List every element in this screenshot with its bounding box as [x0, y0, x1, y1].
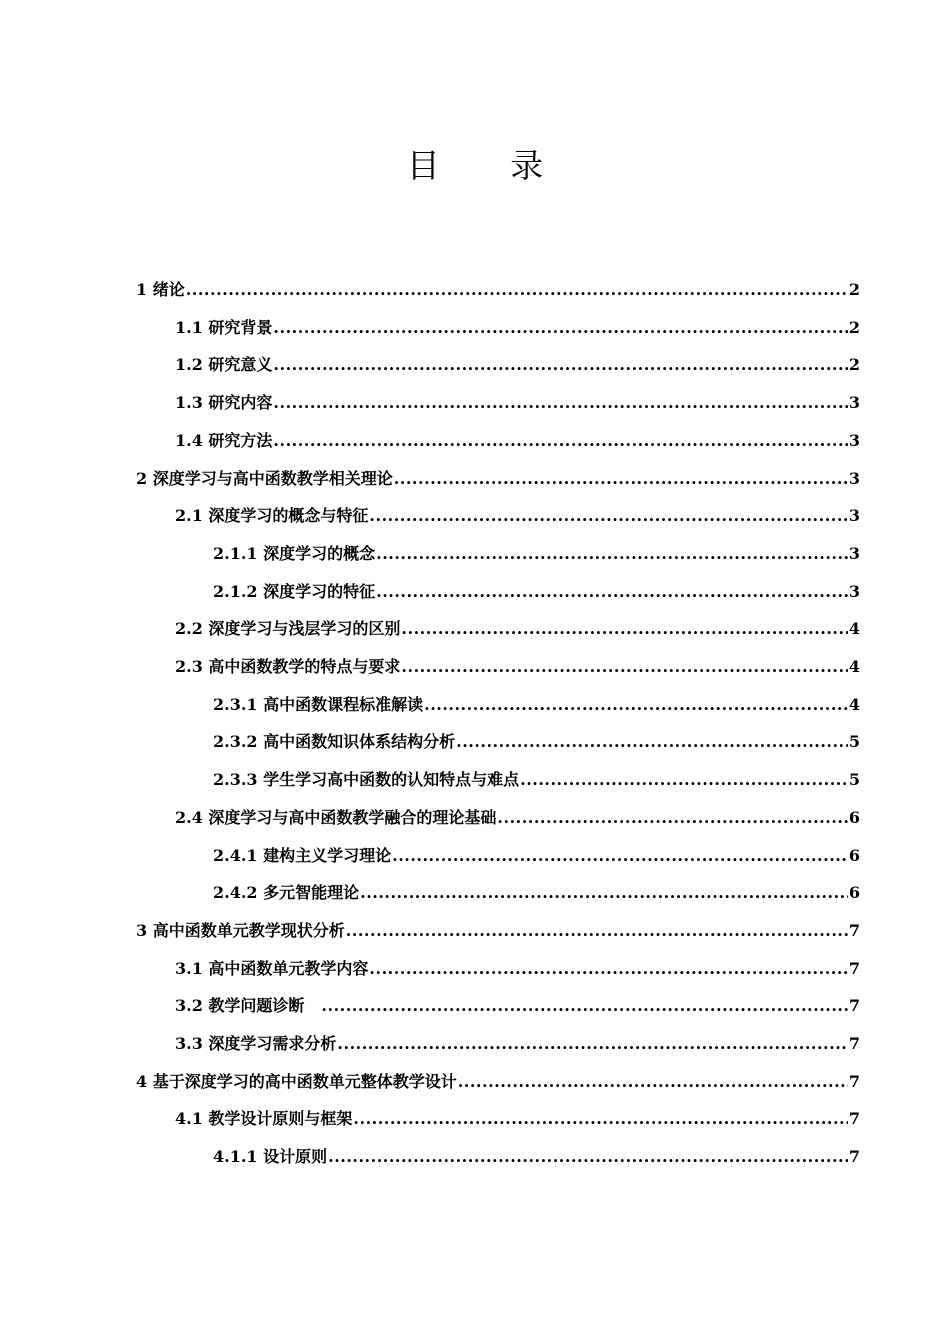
toc-entry [175, 992, 860, 1020]
toc-leader-dots [392, 842, 848, 870]
toc-entry-page-number: 3 [848, 431, 860, 450]
toc-entry [175, 653, 860, 681]
toc-entry-label: 1.4 研究方法 [175, 431, 273, 450]
toc-entry [213, 879, 860, 907]
toc-leader-dots [321, 992, 847, 1020]
toc-leader-dots [458, 1068, 848, 1096]
toc-leader-dots [369, 502, 847, 530]
toc-leader-dots [337, 1030, 847, 1058]
toc-entry-label: 3.3 深度学习需求分析 [175, 1034, 337, 1053]
toc-entry-label: 1 绪论 [136, 280, 185, 299]
toc-entry [213, 540, 860, 568]
toc-entry-page-number: 7 [848, 959, 860, 978]
toc-entry-page-number: 5 [848, 770, 860, 789]
toc-entry-label: 1.1 研究背景 [175, 318, 273, 337]
toc-entry [213, 578, 860, 606]
toc-entry-page-number: 3 [848, 544, 860, 563]
toc-entry-page-number: 4 [848, 695, 860, 714]
toc-entry-label: 2.4.1 建构主义学习理论 [213, 846, 392, 865]
toc-entry-label: 2.3 高中函数教学的特点与要求 [175, 657, 401, 676]
toc-leader-dots [376, 578, 848, 606]
toc-entry-label: 2.3.3 学生学习高中函数的认知特点与难点 [213, 770, 520, 789]
toc-entry-label: 2.4 深度学习与高中函数教学融合的理论基础 [175, 808, 497, 827]
toc-leader-dots [497, 804, 847, 832]
toc-leader-dots [394, 465, 848, 493]
toc-entry-label: 2.1.2 深度学习的特征 [213, 582, 376, 601]
toc-entry-page-number: 2 [848, 355, 860, 374]
toc-entry-label: 3 高中函数单元教学现状分析 [136, 921, 345, 940]
toc-entry [175, 389, 860, 417]
toc-entry-page-number: 5 [848, 732, 860, 751]
toc-entry-page-number: 6 [848, 808, 860, 827]
toc-entry [175, 1105, 860, 1133]
toc-leader-dots [401, 615, 847, 643]
toc-entry-label: 1.2 研究意义 [175, 355, 273, 374]
toc-entry [213, 766, 860, 794]
toc-entry-label: 1.3 研究内容 [175, 393, 273, 412]
toc-leader-dots [273, 351, 847, 379]
toc-leader-dots [369, 955, 847, 983]
toc-entry [213, 842, 860, 870]
toc-entry-page-number: 7 [848, 996, 860, 1015]
page-title: 目 录 [406, 146, 574, 185]
toc-entry-label: 4.1.1 设计原则 [213, 1147, 328, 1166]
toc-entry-page-number: 4 [848, 619, 860, 638]
toc-leader-dots [186, 276, 848, 304]
toc-entry-page-number: 6 [848, 846, 860, 865]
toc-entry-label: 3.2 教学问题诊断 [175, 996, 321, 1015]
toc-entry-page-number: 7 [848, 1109, 860, 1128]
toc-entry-label: 2.2 深度学习与浅层学习的区别 [175, 619, 401, 638]
toc-entry [175, 314, 860, 342]
toc-entry-label: 4 基于深度学习的高中函数单元整体教学设计 [136, 1072, 457, 1091]
toc-entry-label: 2.3.2 高中函数知识体系结构分析 [213, 732, 456, 751]
toc-entry [175, 955, 860, 983]
toc-entry-label: 3.1 高中函数单元教学内容 [175, 959, 369, 978]
toc-entry-page-number: 3 [848, 469, 860, 488]
toc-leader-dots [456, 728, 848, 756]
toc-entry [175, 1030, 860, 1058]
toc-entry-page-number: 2 [848, 280, 860, 299]
toc-entry [175, 615, 860, 643]
toc-entry-label: 2.1 深度学习的概念与特征 [175, 506, 369, 525]
toc-entry [213, 728, 860, 756]
toc-entry [175, 502, 860, 530]
toc-entry [175, 804, 860, 832]
toc-entry-label: 2.1.1 深度学习的概念 [213, 544, 376, 563]
toc-entry-page-number: 7 [848, 1072, 860, 1091]
toc-leader-dots [273, 389, 847, 417]
toc-entry [136, 276, 860, 304]
toc-leader-dots [376, 540, 848, 568]
toc-entry [175, 351, 860, 379]
toc-entry-page-number: 2 [848, 318, 860, 337]
toc-leader-dots [353, 1105, 847, 1133]
toc-entry-label: 2.3.1 高中函数课程标准解读 [213, 695, 424, 714]
toc-entry [136, 465, 860, 493]
toc-leader-dots [424, 691, 848, 719]
toc-leader-dots [520, 766, 848, 794]
toc-entry-label: 2.4.2 多元智能理论 [213, 883, 360, 902]
toc-entry-page-number: 7 [848, 1034, 860, 1053]
toc-entry [136, 1068, 860, 1096]
toc-leader-dots [360, 879, 848, 907]
toc-leader-dots [328, 1143, 848, 1171]
toc-entry-label: 4.1 教学设计原则与框架 [175, 1109, 353, 1128]
toc-entry [175, 427, 860, 455]
toc-entry [213, 691, 860, 719]
toc-entry-page-number: 7 [848, 1147, 860, 1166]
toc-entry-page-number: 3 [848, 393, 860, 412]
toc-entry-label: 2 深度学习与高中函数教学相关理论 [136, 469, 393, 488]
toc-leader-dots [401, 653, 847, 681]
toc-entry-page-number: 6 [848, 883, 860, 902]
toc-entry [136, 917, 860, 945]
toc-leader-dots [346, 917, 848, 945]
toc-entry-page-number: 4 [848, 657, 860, 676]
toc-entry-page-number: 3 [848, 582, 860, 601]
toc-leader-dots [273, 314, 847, 342]
toc-entry-page-number: 3 [848, 506, 860, 525]
toc-entry-page-number: 7 [848, 921, 860, 940]
toc-entry [213, 1143, 860, 1171]
toc-leader-dots [273, 427, 847, 455]
